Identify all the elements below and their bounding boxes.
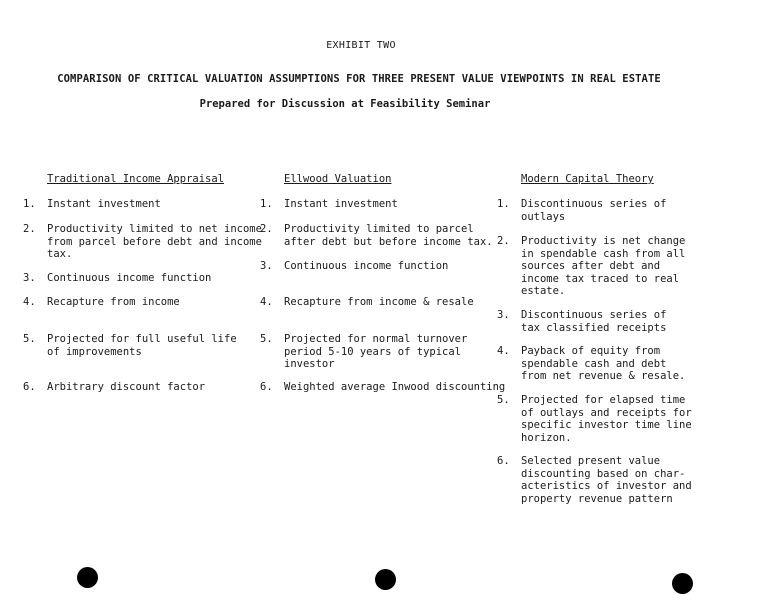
item-number: 4. [260,296,273,308]
punch-hole-center [375,569,396,590]
item-number: 3. [497,309,510,321]
exhibit-label: EXHIBIT TWO [326,40,396,51]
punch-hole-left [77,567,98,588]
item-text: Projected for normal turnover period 5-10 years of typical investor [284,333,468,370]
item-number: 5. [260,333,273,345]
item-text: Productivity limited to parcel after debt but before income tax. [284,223,493,248]
item-text: Productivity limited to net income from parcel before debt and income tax. [47,223,262,260]
item-text: Payback of equity from spendable cash and debt from net revenue & resale. [521,345,686,382]
item-number: 5. [23,333,36,345]
item-text: Recapture from income [47,296,180,308]
item-number: 2. [23,223,36,235]
item-number: 1. [23,198,36,210]
item-text: Discontinuous series of outlays [521,198,667,223]
item-text: Recapture from income & resale [284,296,474,308]
item-text: Selected present value discounting based on char- acteristics of investor and property revenue pattern [521,455,692,505]
item-number: 5. [497,394,510,406]
item-number: 6. [23,381,36,393]
document-title: COMPARISON OF CRITICAL VALUATION ASSUMPTIONS FOR THREE PRESENT VALUE VIEWPOINTS IN REAL ESTATE [57,73,661,85]
item-text: Arbitrary discount factor [47,381,206,393]
item-text: Projected for full useful life of improvements [47,333,237,358]
item-number: 4. [497,345,510,357]
item-number: 2. [260,223,273,235]
item-text: Projected for elapsed time of outlays and receipts for specific investor time line horizon. [521,394,692,444]
item-text: Continuous income function [284,260,449,272]
item-number: 4. [23,296,36,308]
document-subtitle: Prepared for Discussion at Feasibility Seminar [199,98,491,110]
item-number: 3. [23,272,36,284]
item-text: Instant investment [47,198,161,210]
item-text: Discontinuous series of tax classified receipts [521,309,667,334]
item-number: 6. [260,381,273,393]
item-number: 3. [260,260,273,272]
item-text: Continuous income function [47,272,212,284]
item-text: Weighted average Inwood discounting [284,381,506,393]
item-number: 1. [497,198,510,210]
column-heading-ellwood: Ellwood Valuation [284,173,392,185]
item-number: 1. [260,198,273,210]
punch-hole-right [672,573,693,594]
item-text: Instant investment [284,198,398,210]
item-text: Productivity is net change in spendable cash from all sources after debt and income tax traced to real estate. [521,235,686,297]
column-heading-modern: Modern Capital Theory [521,173,654,185]
item-number: 2. [497,235,510,247]
column-heading-traditional: Traditional Income Appraisal [47,173,225,185]
item-number: 6. [497,455,510,467]
